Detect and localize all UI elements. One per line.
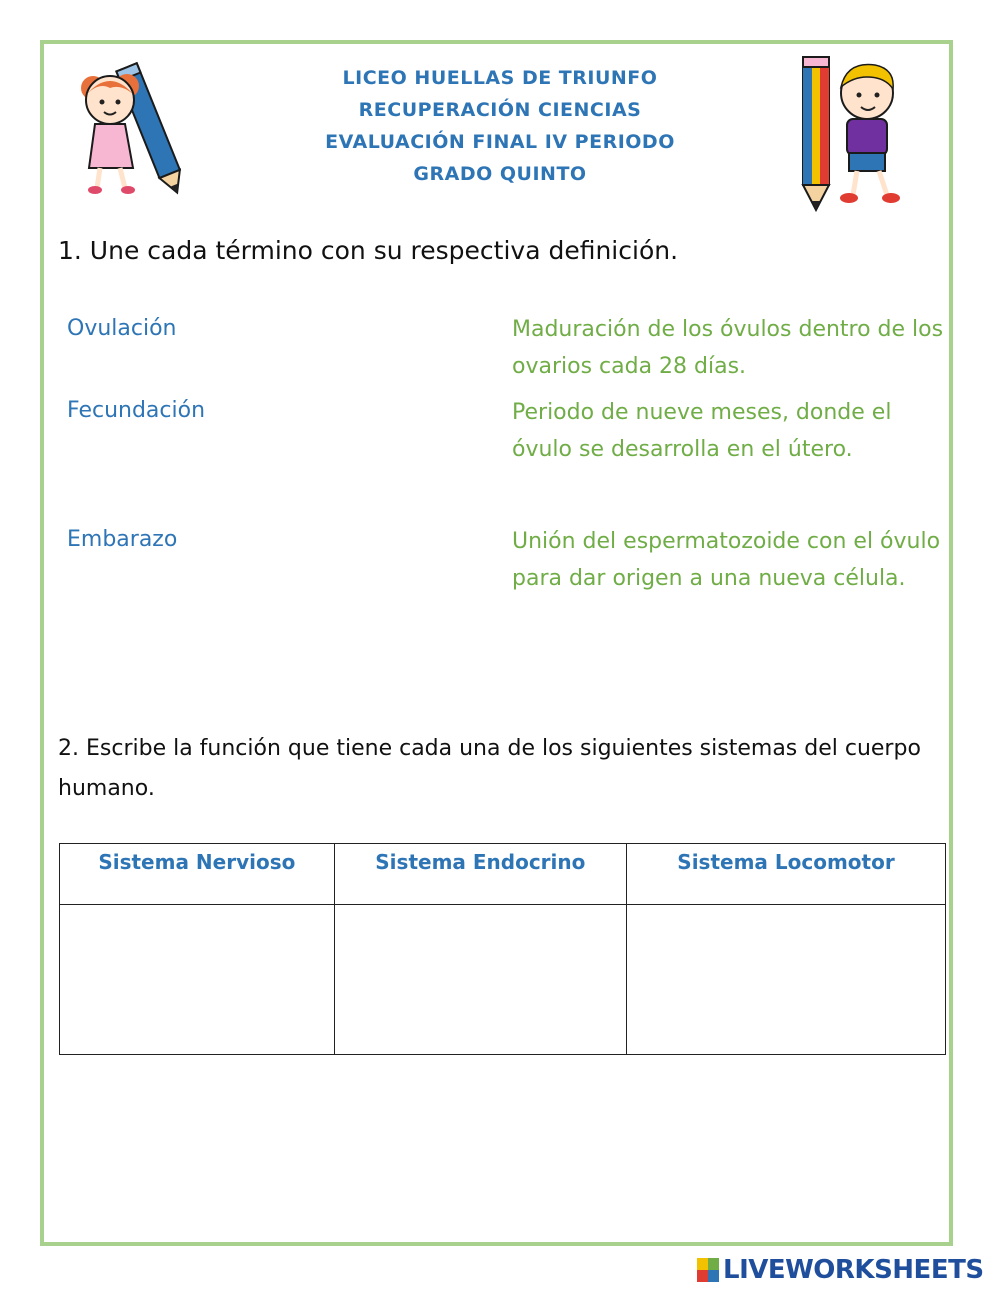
column-header-nervioso: Sistema Nervioso: [60, 844, 335, 905]
school-name: LICEO HUELLAS DE TRIUNFO: [342, 67, 658, 89]
subject-title: RECUPERACIÓN CIENCIAS: [358, 99, 642, 121]
evaluation-title: EVALUACIÓN FINAL IV PERIODO: [325, 131, 675, 153]
liveworksheets-brand: LIVEWORKSHEETS: [723, 1255, 984, 1285]
term-embarazo[interactable]: Embarazo: [67, 527, 178, 552]
column-header-locomotor: Sistema Locomotor: [627, 844, 946, 905]
worksheet-header: [0, 62, 1000, 190]
answer-cell-nervioso[interactable]: [60, 905, 335, 1055]
liveworksheets-logo: [697, 1255, 984, 1285]
question-2-prompt: 2. Escribe la función que tiene cada una de los siguientes sistemas del cuerpo humano.: [58, 736, 921, 801]
answer-cell-locomotor[interactable]: [627, 905, 946, 1055]
definition-2[interactable]: Periodo de nueve meses, donde el óvulo se desarrolla en el útero.: [512, 400, 892, 462]
definition-3[interactable]: Unión del espermatozoide con el óvulo para dar origen a una nueva célula.: [512, 529, 941, 591]
liveworksheets-logo-icon: [697, 1258, 719, 1282]
grade-title: GRADO QUINTO: [413, 163, 587, 185]
page-border: [40, 40, 953, 1246]
term-ovulacion[interactable]: Ovulación: [67, 316, 177, 341]
term-fecundacion[interactable]: Fecundación: [67, 398, 206, 423]
systems-table: [59, 843, 946, 1055]
column-header-endocrino: Sistema Endocrino: [334, 844, 626, 905]
answer-cell-endocrino[interactable]: [334, 905, 626, 1055]
question-1-prompt: 1. Une cada término con su respectiva definición.: [58, 236, 679, 265]
definition-1[interactable]: Maduración de los óvulos dentro de los ovarios cada 28 días.: [512, 317, 944, 379]
